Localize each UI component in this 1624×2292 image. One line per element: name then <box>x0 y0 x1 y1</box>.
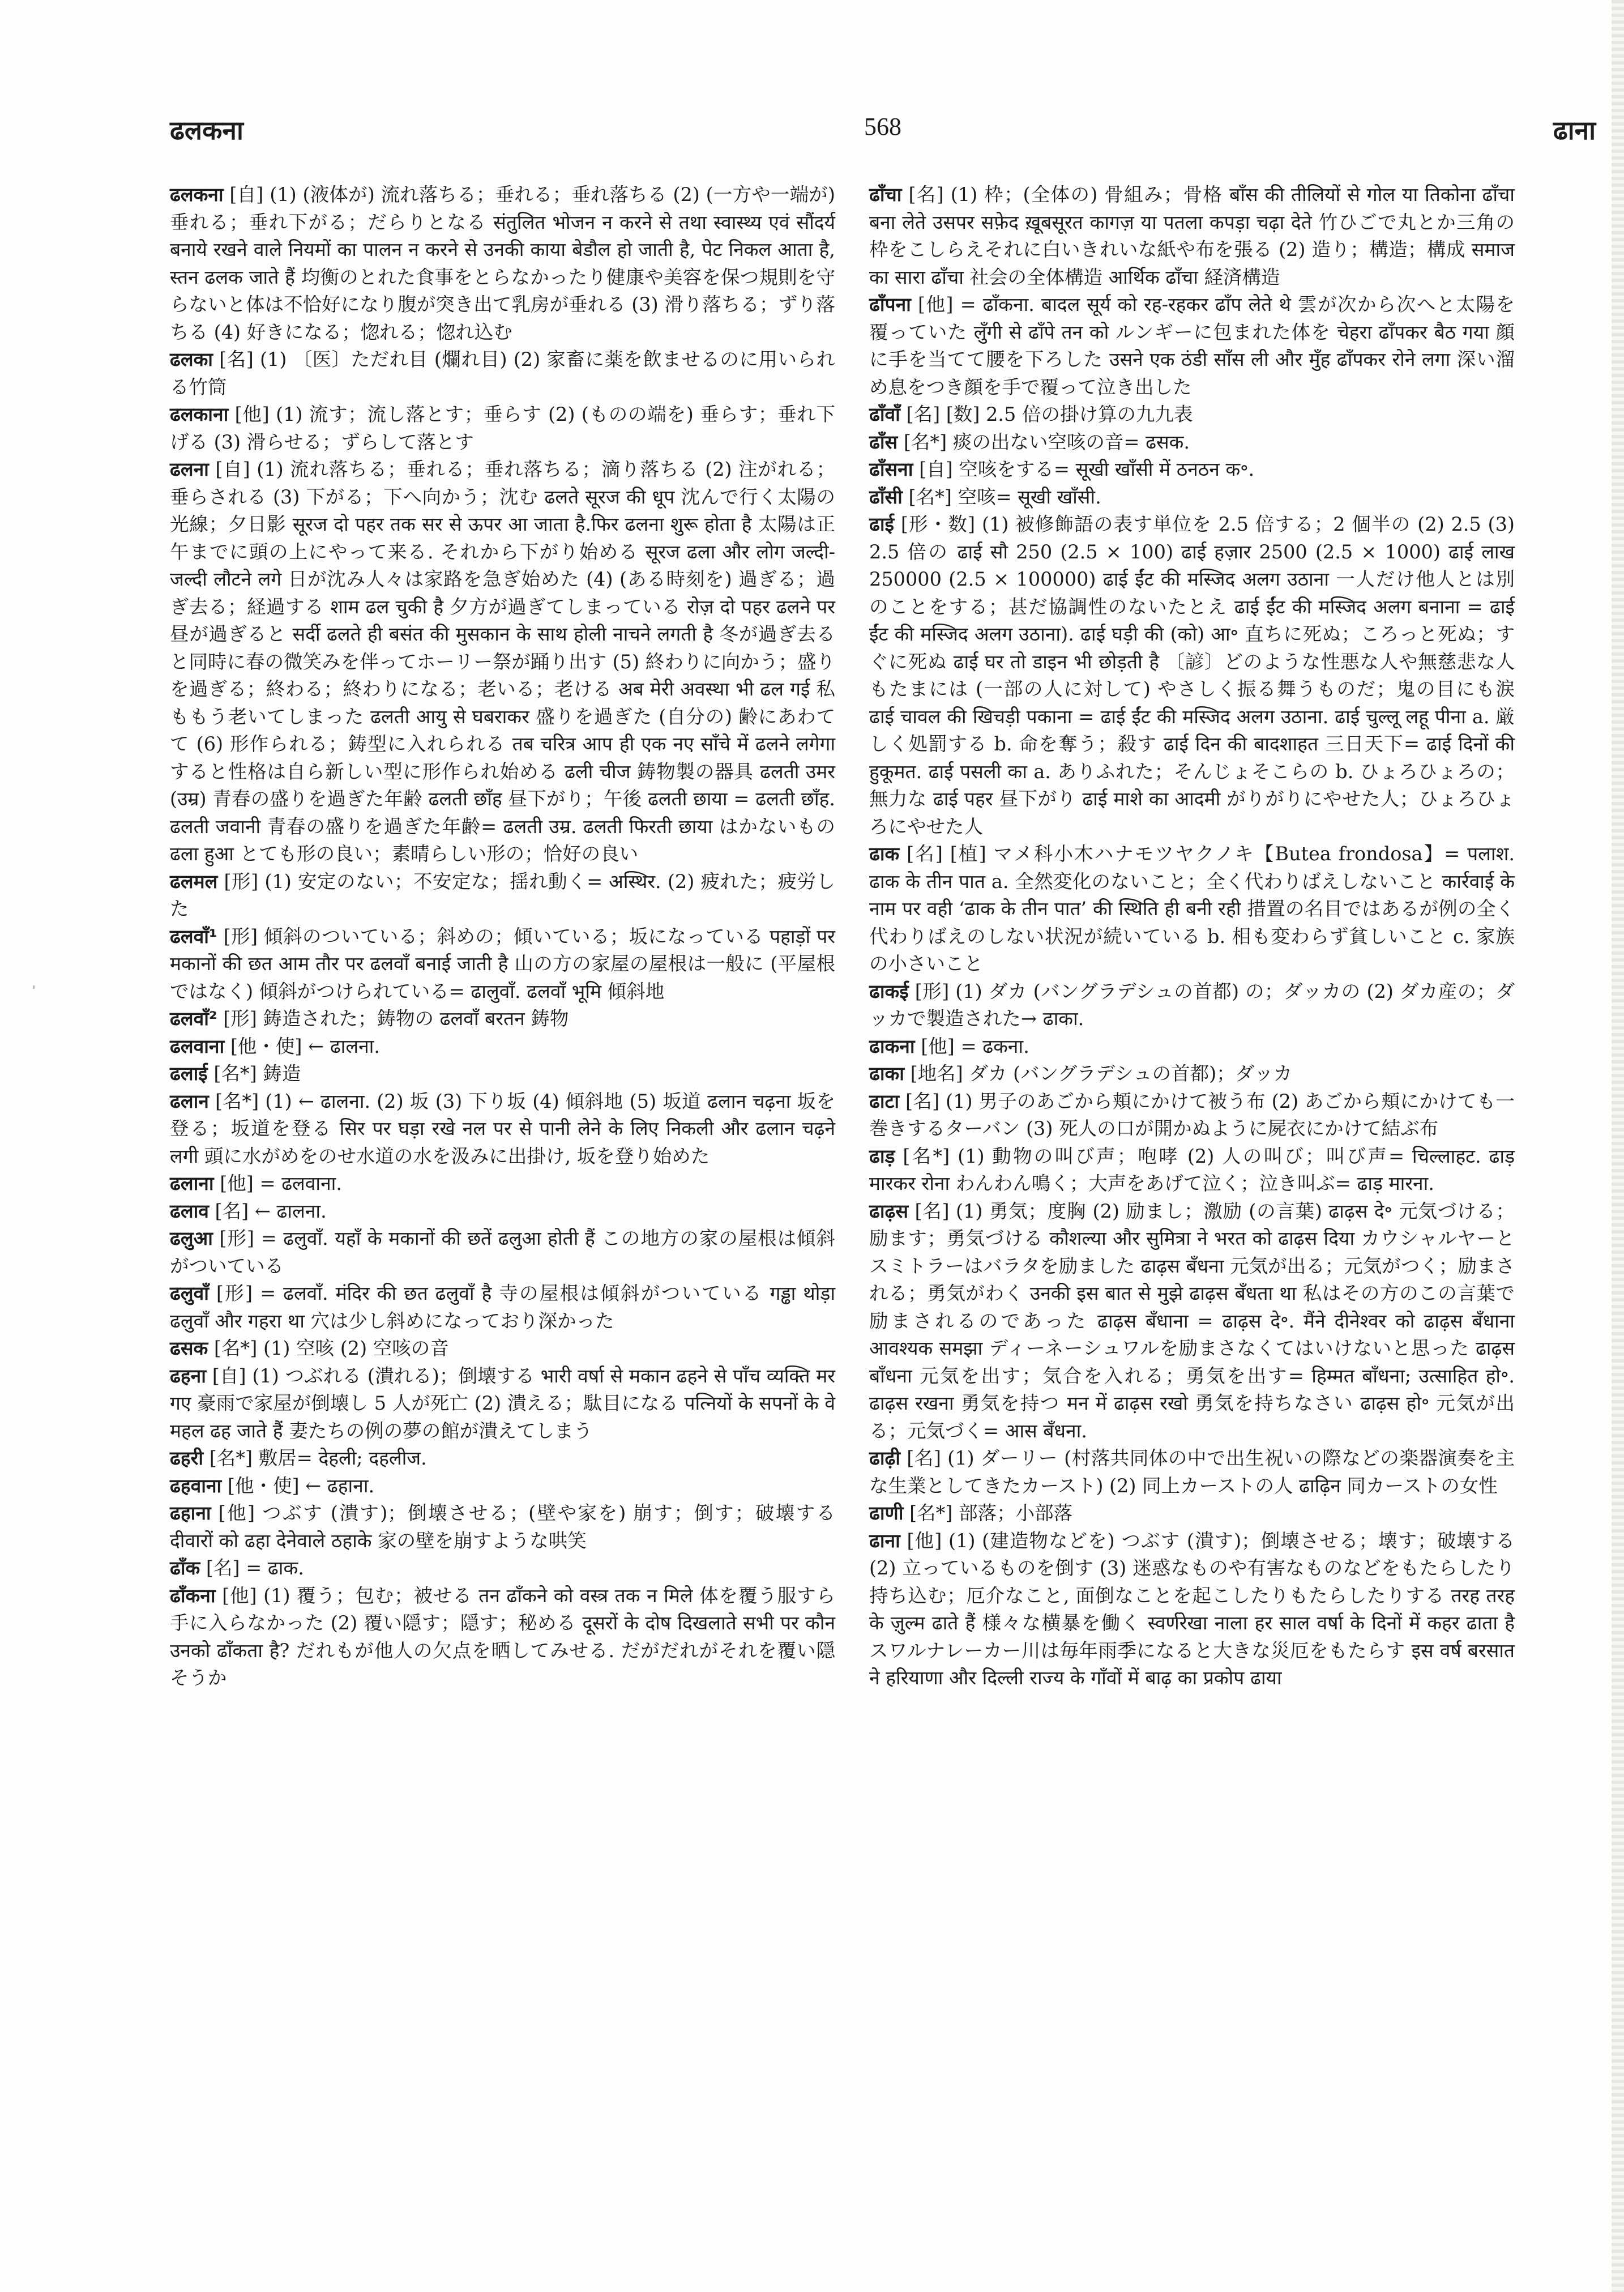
page-number: 568 <box>864 113 901 140</box>
headword: ढाढ़ी <box>869 1447 901 1469</box>
dictionary-entry <box>170 1472 835 1500</box>
headword: ढाँवाँ <box>869 403 900 425</box>
headword: ढाँसना <box>869 458 913 480</box>
headword: ढलकाना <box>170 403 229 425</box>
dictionary-entry <box>869 484 1515 511</box>
headword: ढलान <box>170 1090 209 1112</box>
definition: [名*] 敷居= देहली; दहलीज. <box>209 1447 427 1469</box>
dictionary-entry <box>869 1088 1515 1143</box>
dictionary-entry <box>170 181 835 346</box>
headword: ढलाई <box>170 1062 208 1085</box>
definition: [名] = ढाक. <box>206 1557 304 1579</box>
definition: [名*] 部落；小部落 <box>909 1502 1073 1524</box>
running-header <box>170 112 1596 152</box>
dictionary-entry <box>170 1582 835 1692</box>
definition: [他・使] ← ढालना. <box>230 1035 380 1057</box>
headword: ढलुवाँ <box>170 1282 209 1304</box>
headword: ढाकना <box>869 1035 915 1057</box>
dictionary-entry <box>170 1555 835 1582</box>
dictionary-entry <box>869 1033 1515 1061</box>
headword: ढलुआ <box>170 1227 213 1249</box>
definition: [名*] (1) ← ढालना. (2) 坂 (3) 下り坂 (4) 傾斜地 (5) 坂道 ढलान चढ़ना 坂を登る；坂道を登る सिर पर घड़ा रखे नल पर से पानी लेने के लिए निकली और ढलान चढ़ने लगी 頭に水がめをのせ水道の水を汲みに出掛け, 坂を登り始めた <box>170 1090 835 1167</box>
dictionary-entry <box>170 1170 835 1198</box>
dictionary-entry <box>170 456 835 868</box>
definition: [自] (1) (液体が) 流れ落ちる；垂れる；垂れ落ちる (2) (一方や一端が) 垂れる；垂れ下がる；だらりとなる संतुलित भोजन न करने से तथा स्वास्थ्य एवं सौंदर्य बनाये रखने वाले नियमों का पालन न करने से उनकी काया बेडौल हो जाती है, पेट निकल आता है, स्तन ढलक जाते हैं 均衡のとれた食事をとらなかったり健康や美容を保つ規則を守らないと体は不恰好になり腹が突き出て乳房が垂れる (3) 滑り落ちる；ずり落ちる (4) 好きになる；惚れる；惚れ込む <box>170 183 835 343</box>
headword: ढलाना <box>170 1172 214 1194</box>
dictionary-entry <box>869 511 1515 840</box>
definition: [名] (1) 枠；(全体の) 骨組み；骨格 बाँस की तीलियों से गोल या तिकोना ढाँचा बना लेते उसपर सफ़ेद ख़ूबसूरत कागज़ या पतला कपड़ा चढ़ा देते 竹ひごで丸とか三角の枠をこしらえそれに白いきれいな紙や布を張る (2) 造り；構造；構成 समाज का सारा ढाँचा 社会の全体構造 आर्थिक ढाँचा 経済構造 <box>869 183 1515 288</box>
headword: ढलवाँ¹ <box>170 925 217 947</box>
headword: ढाँस <box>869 430 898 453</box>
definition: [地名] ダカ (バングラデシュの首都)；ダッカ <box>910 1062 1293 1085</box>
dictionary-entry <box>170 1363 835 1445</box>
headword: ढाका <box>869 1062 904 1085</box>
headword: ढलना <box>170 458 209 480</box>
dictionary-entry <box>869 1143 1515 1198</box>
dictionary-entry <box>170 1225 835 1280</box>
headword: ढलवाँ² <box>170 1008 217 1030</box>
dictionary-entry <box>869 1527 1515 1692</box>
definition: [形] 鋳造された；鋳物の ढलवाँ बरतन 鋳物 <box>223 1008 569 1030</box>
definition: [名] ← ढालना. <box>215 1200 327 1222</box>
definition: [他・使] ← ढहाना. <box>227 1474 375 1497</box>
definition: [形・数] (1) 被修飾語の表す単位を 2.5 倍する；2 個半の (2) 2.5 (3) 2.5 倍の ढाई सौ 250 (2.5 × 100) ढाई हज़ार 2500 (2.5 × 1000) ढाई लाख 250000 (2.5 × 100000) ढाई ईंट की मस्जिद अलग उठाना 一人だけ他人とは別のことをする；甚だ協調性のないたとえ ढाई ईंट की मस्जिद अलग बनाना = ढाई ईंट की मस्जिद अलग उठाना). ढाई घड़ी की (को) आ॰ 直ちに死ぬ；ころっと死ぬ；すぐに死ぬ ढाई घर तो डाइन भी छोड़ती है 〔諺〕どのような性悪な人や無慈悲な人もたまには (一部の人に対して) やさしく振る舞うものだ；鬼の目にも涙 ढाई चावल की खिचड़ी पकाना = ढाई ईंट की मस्जिद अलग उठाना. ढाई चुल्लू लहू पीना a. 厳しく処罰する b. 命を奪う；殺す ढाई दिन की बादशाहत 三日天下= ढाई दिनों की हुकूमत. ढाई पसली का a. ありふれた；そんじょそこらの b. ひょろひょろの；無力な ढाई पहर 昼下がり ढाई माशे का आदमी がりがりにやせた人；ひょろひょろにやせた人 <box>869 513 1515 838</box>
headword: ढसक <box>170 1337 208 1359</box>
definition: [自] (1) つぶれる (潰れる)；倒壊する भारी वर्षा से मकान ढहने से पाँच व्यक्ति मर गए 豪雨で家屋が倒壊し 5 人が死亡 (2) 潰える；駄目になる पत्नियों के सपनों के वे महल ढह जाते हैं 妻たちの例の夢の館が潰えてしまう <box>170 1364 835 1442</box>
scan-speck <box>33 985 35 989</box>
headword: ढाना <box>869 1529 900 1552</box>
left-column <box>170 181 835 1692</box>
headword: ढाँपना <box>869 293 911 315</box>
dictionary-entry <box>869 840 1515 978</box>
definition: [名] (1) 勇気；度胸 (2) 励まし；激励 (の言葉) ढाढ़स दे॰ 元気づける；励ます；勇気づける कौशल्या और सुमित्रा ने भरत को ढाढ़स दिया カウシャルヤーとスミトラーはバラタを励ました ढाढ़स बँधना 元気が出る；元気がつく；励まされる；勇気がわく उनकी इस बात से मुझे ढाढ़स बँधता था 私はその方のこの言葉で励まされるのであった ढाढ़स बँधाना = ढाढ़स दे॰. मैंने दीनेश्वर को ढाढ़स बँधाना आवश्यक समझा ディーネーシュワルを励まさなくてはいけないと思った ढाढ़स बाँधना 元気を出す；気合を入れる；勇気を出す= हिम्मत बाँधना; उत्साहित हो॰. ढाढ़स रखना 勇気を持つ मन में ढाढ़स रखो 勇気を持ちなさい ढाढ़स हो॰ 元気が出る；元気づく= आस बँधना. <box>869 1200 1515 1442</box>
headword: ढहवाना <box>170 1474 222 1497</box>
definition: [名] (1) 男子のあごから頬にかけて被う布 (2) あごから頬にかけても一巻きするターバン (3) 死人の口が開かぬように屍衣にかけて結ぶ布 <box>869 1090 1515 1139</box>
definition: [名*] (1) 動物の叫び声；咆哮 (2) 人の叫び；叫び声= चिल्लाहट. ढाड़ मारकर रोना わんわん鳴く；大声をあげて泣く；泣き叫ぶ= ढाड़ मारना. <box>869 1145 1515 1194</box>
headword: ढाणी <box>869 1502 904 1524</box>
definition: [形] 傾斜のついている；斜めの；傾いている；坂になっている पहाड़ों पर मकानों की छत आम तौर पर ढलवाँ बनाई जाती है 山の方の家屋の屋根は一般に (平屋根ではなく) 傾斜がつけられている= ढालुवाँ. ढलवाँ भूमि 傾斜地 <box>170 925 836 1002</box>
definition: [名] [植] マメ科小木ハナモツヤクノキ【Butea frondosa】= पलाश. ढाक के तीन पात a. 全然変化のないこと；全く代わりばえしないこと कार्रवाई के नाम पर वही ‘ढाक के तीन पात’ की स्थिति ही बनी रही 措置の名目ではあるが例の全く代わりばえのしない状況が続いている b. 相も変わらず貧しいこと c. 家族の小さいこと <box>869 843 1515 975</box>
headword: ढलाव <box>170 1200 209 1222</box>
dictionary-entry <box>869 978 1515 1033</box>
headword: ढहना <box>170 1364 206 1387</box>
guide-word-left: ढलकना <box>170 115 243 146</box>
headword: ढाड़ <box>869 1145 895 1167</box>
definition: [他] = ढलवाना. <box>220 1172 342 1194</box>
definition: [他] = ढकना. <box>921 1035 1029 1057</box>
right-column <box>869 181 1515 1692</box>
dictionary-entry <box>869 429 1515 456</box>
definition: [名*] 痰の出ない空咳の音= ढसक. <box>903 430 1190 453</box>
dictionary-entry <box>170 1033 835 1061</box>
headword: ढाक <box>869 843 900 865</box>
headword: ढलवाना <box>170 1035 225 1057</box>
dictionary-entry <box>170 346 835 401</box>
dictionary-entry <box>869 401 1515 429</box>
dictionary-entry <box>170 923 835 1006</box>
page-edge <box>1612 0 1624 2292</box>
definition: [形] (1) ダカ (バングラデシュの首都) の；ダッカの (2) ダカ産の；ダッカで製造された→ ढाका. <box>869 980 1515 1030</box>
dictionary-entry <box>170 868 835 923</box>
headword: ढहरी <box>170 1447 204 1469</box>
headword: ढाँकना <box>170 1584 216 1607</box>
dictionary-entry <box>869 181 1515 291</box>
definition: [他] (1) 流す；流し落とす；垂らす (2) (ものの端を) 垂らす；垂れ下げる (3) 滑らせる；ずらして落とす <box>170 403 835 453</box>
headword: ढाँक <box>170 1557 200 1579</box>
definition: [名*] 空咳= सूखी खाँसी. <box>908 485 1101 508</box>
dictionary-entry <box>170 1088 835 1171</box>
definition: [名*] 鋳造 <box>213 1062 301 1085</box>
dictionary-entry <box>869 1198 1515 1445</box>
headword: ढाई <box>869 513 894 535</box>
headword: ढाकई <box>869 980 909 1002</box>
definition: [自] (1) 流れ落ちる；垂れる；垂れ落ちる；滴り落ちる (2) 注がれる；垂らされる (3) 下がる；下へ向かう；沈む ढलते सूरज की धूप 沈んで行く太陽の光線；夕日影 सूरज दो पहर तक सर से ऊपर आ जाता है.फिर ढलना शुरू होता है 太陽は正午までに頭の上にやって来る. それから下がり始める सूरज ढला और लोग जल्दी-जल्दी लौटने लगे 日が沈み人々は家路を急ぎ始めた (4) (ある時刻を) 過ぎる；過ぎ去る；経過する शाम ढल चुकी है 夕方が過ぎてしまっている रोज़ दो पहर ढलने पर 昼が過ぎると सर्दी ढलते ही बसंत की मुसकान के साथ होली नाचने लगती है 冬が過ぎ去ると同時に春の微笑みを伴ってホーリー祭が踊り出す (5) 終わりに向かう；盛りを過ぎる；終わる；終わりになる；老いる；老ける अब मेरी अवस्था भी ढल गई 私ももう老いてしまった ढलती आयु से घबराकर 盛りを過ぎた (自分の) 齢にあわてて (6) 形作られる；鋳型に入れられる तब चरित्र आप ही एक नए साँचे में ढलने लगेगा すると性格は自ら新しい型に形作られ始める ढली चीज 鋳物製の器具 ढलती उमर (उम्र) 青春の盛りを過ぎた年齢 ढलती छाँह 昼下がり；午後 ढलती छाया = ढलती छाँह. ढलती जवानी 青春の盛りを過ぎた年齢= ढलती उम्र. ढलती फिरती छाया はかないもの ढला हुआ とても形の良い；素晴らしい形の；恰好の良い <box>170 458 836 865</box>
definition: [他] = ढाँकना. बादल सूर्य को रह-रहकर ढाँप लेते थे 雲が次から次へと太陽を覆っていた लुँगी से ढाँपे तन को ルンギーに包まれた体を चेहरा ढाँपकर बैठ गया 顔に手を当てて腰を下ろした उसने एक ठंडी साँस ली और मुँह ढाँपकर रोने लगा 深い溜め息をつき顔を手で覆って泣き出した <box>869 293 1515 398</box>
headword: ढलमल <box>170 870 218 893</box>
definition: [形] = ढलुवाँ. यहाँ के मकानों की छतें ढलुआ होती हैं この地方の家の屋根は傾斜がついている <box>170 1227 835 1277</box>
dictionary-entry <box>170 1335 835 1363</box>
definition: [形] (1) 安定のない；不安定な；揺れ動く= अस्थिर. (2) 疲れた；疲労した <box>170 870 836 920</box>
definition: [名*] (1) 空咳 (2) 空咳の音 <box>213 1337 449 1359</box>
definition: [名] (1) 〔医〕ただれ目 (爛れ目) (2) 家畜に薬を飲ませるのに用いられる竹筒 <box>170 348 835 398</box>
headword: ढाँसी <box>869 485 903 508</box>
definition: [名] [数] 2.5 倍の掛け算の九九表 <box>906 403 1193 425</box>
dictionary-entry <box>170 1005 835 1033</box>
definition: [他] (1) (建造物などを) つぶす (潰す)；倒壊させる；壊す；破壊する (2) 立っているものを倒す (3) 迷惑なものや有害なものなどをもたらしたり持ち込む；厄介なこと, 面倒なことを起こしたりもたらしたりする तरह तरह के ज़ुल्म ढाते हैं 様々な横暴を働く स्वर्णरेखा नाला हर साल वर्षा के दिनों में कहर ढाता है スワルナレーカー川は毎年雨季になると大きな災厄をもたらす इस वर्ष बरसात ने हरियाणा और दिल्ली राज्य के गाँवों में बाढ़ का प्रकोप ढाया <box>869 1529 1515 1689</box>
dictionary-entry <box>170 401 835 456</box>
dictionary-entry <box>869 1500 1515 1527</box>
dictionary-entry <box>869 456 1515 484</box>
definition: [名] (1) ダーリー (村落共同体の中で出生祝いの際などの楽器演奏を主な生業としてきたカースト) (2) 同上カーストの人 ढाढ़िन 同カーストの女性 <box>869 1447 1515 1497</box>
dictionary-entry <box>869 1060 1515 1088</box>
dictionary-entry <box>170 1445 835 1472</box>
dictionary-entry <box>170 1500 835 1555</box>
dictionary-entry <box>170 1280 835 1335</box>
definition: [自] 空咳をする= सूखी खाँसी में ठनठन क॰. <box>919 458 1255 480</box>
definition: [他] つぶす (潰す)；倒壊させる；(壁や家を) 崩す；倒す；破壊する दीवारों को ढहा देनेवाले ठहाके 家の壁を崩すような哄笑 <box>170 1502 835 1552</box>
definition: [他] (1) 覆う；包む；被せる तन ढाँकने को वस्त्र तक न मिले 体を覆う服すら手に入らなかった (2) 覆い隠す；隠す；秘める दूसरों के दोष दिखलाते सभी पर कौन उनको ढाँकता है? だれもが他人の欠点を晒してみせる. だがだれがそれを覆い隠そうか <box>170 1584 836 1689</box>
headword: ढाढ़स <box>869 1200 909 1222</box>
guide-word-right: ढाना <box>1553 115 1596 146</box>
headword: ढलका <box>170 348 213 370</box>
dictionary-entry <box>170 1060 835 1088</box>
headword: ढलकना <box>170 183 224 206</box>
dictionary-entry <box>170 1198 835 1226</box>
headword: ढहाना <box>170 1502 211 1524</box>
headword: ढाटा <box>869 1090 900 1112</box>
dictionary-entry <box>869 291 1515 401</box>
headword: ढाँचा <box>869 183 902 206</box>
definition: [形] = ढलवाँ. मंदिर की छत ढलुवाँ है 寺の屋根は傾斜がついている गड्ढा थोड़ा ढलुवाँ और गहरा था 穴は少し斜めになっており深かった <box>170 1282 835 1332</box>
dictionary-entry <box>869 1445 1515 1500</box>
